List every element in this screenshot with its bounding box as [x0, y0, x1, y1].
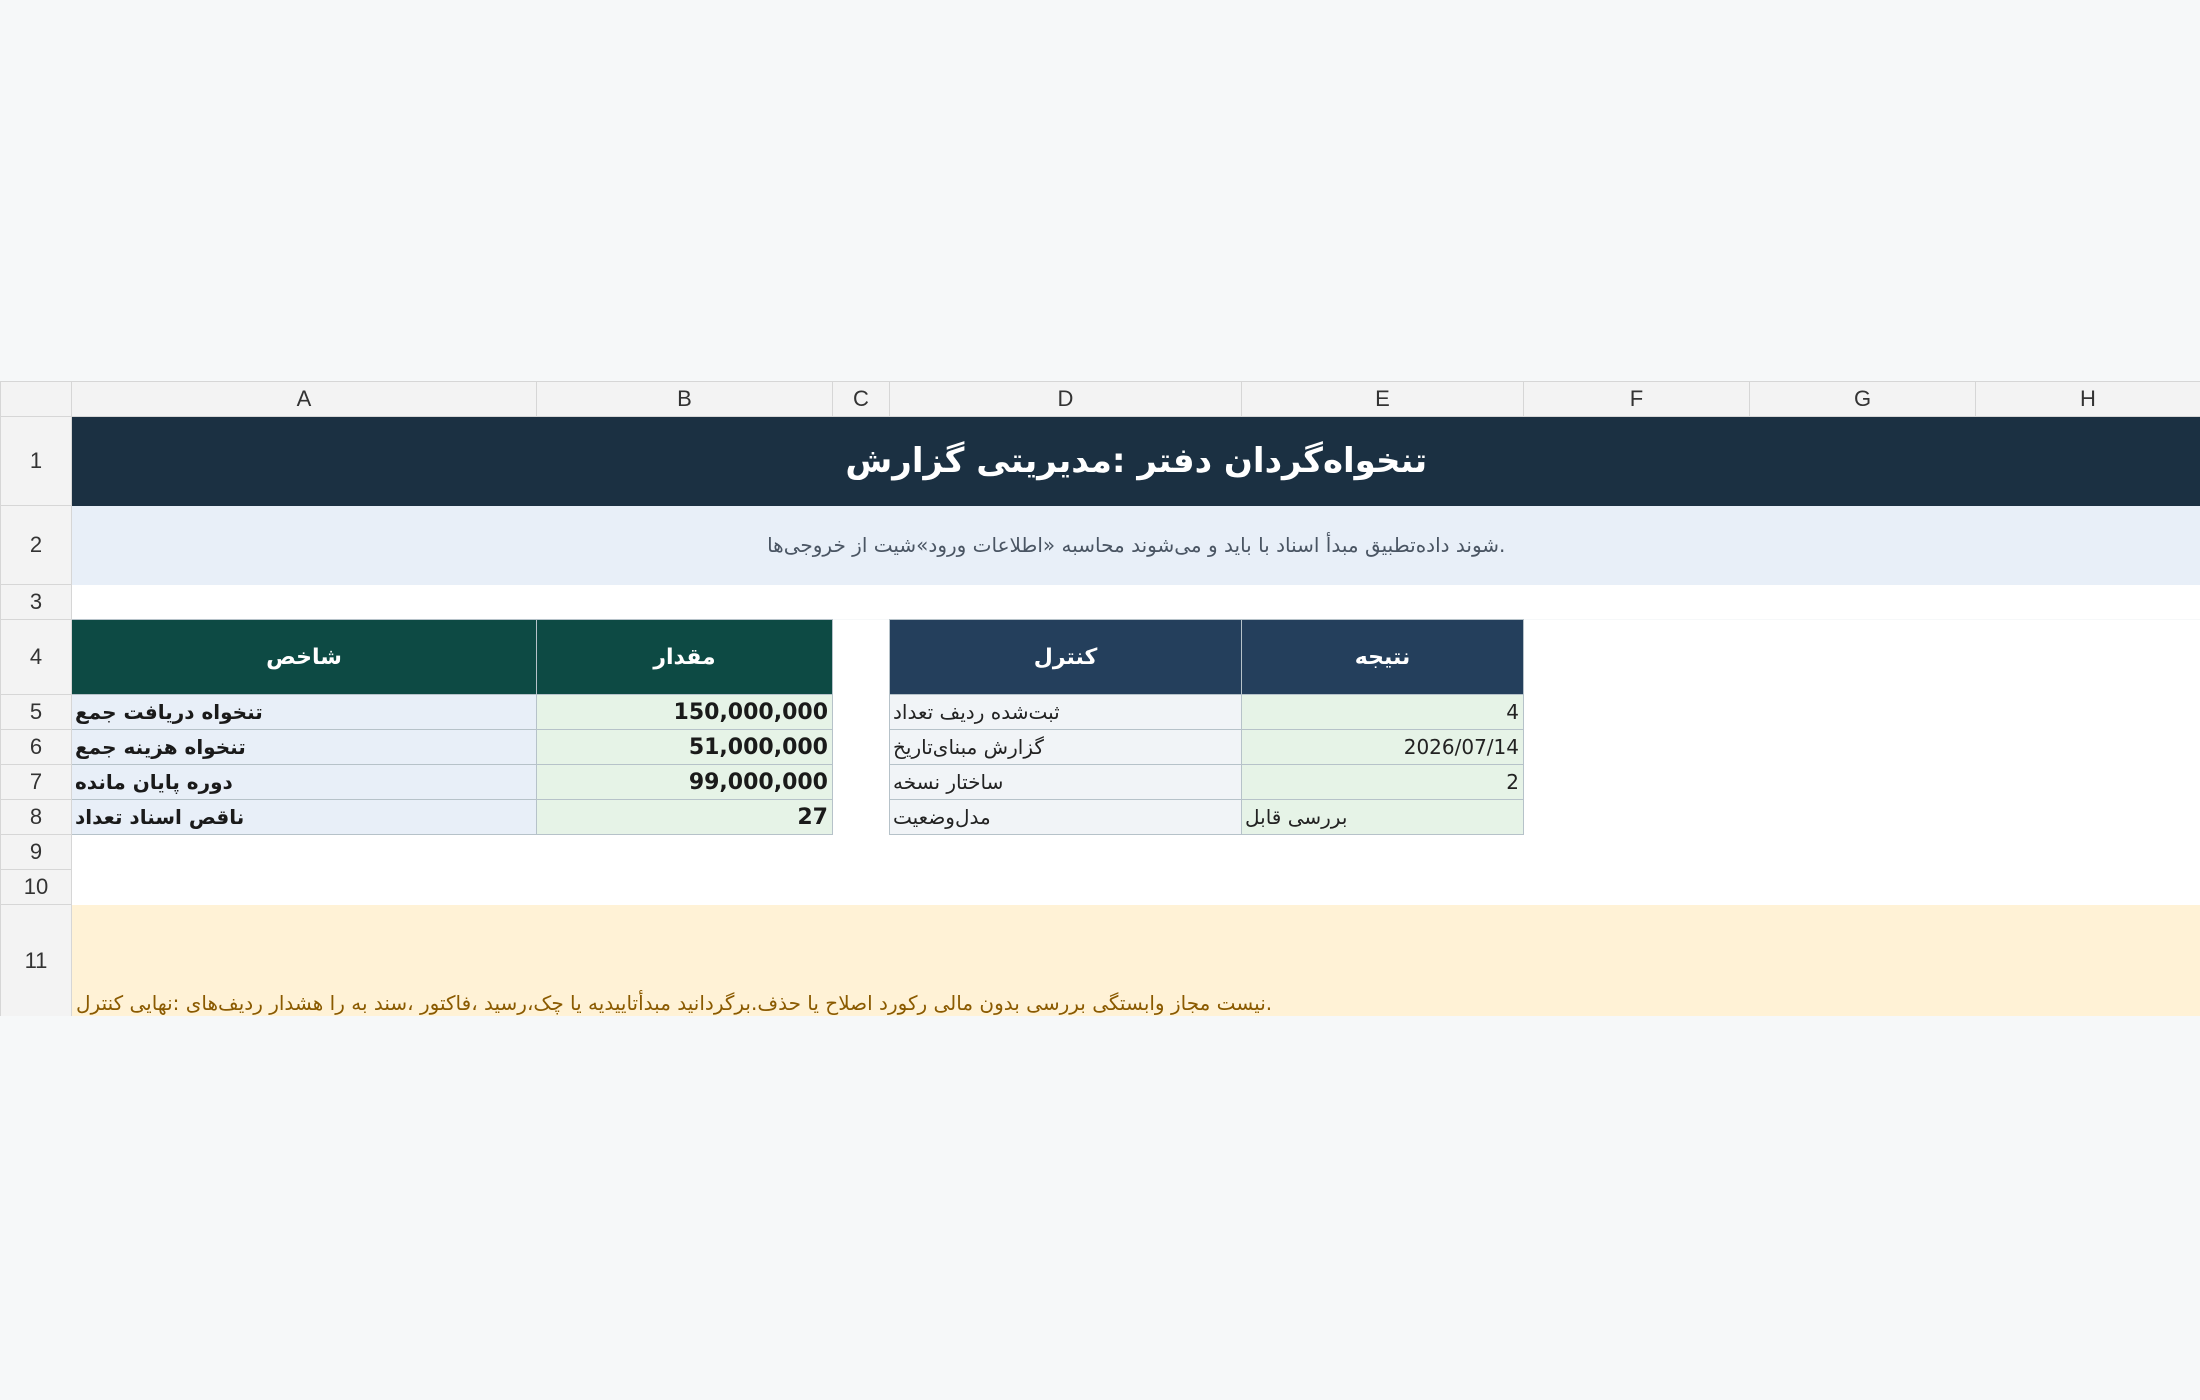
empty-cell[interactable] [72, 870, 2200, 905]
empty-cell[interactable] [1524, 730, 1750, 765]
column-header-a[interactable]: A [72, 382, 537, 417]
column-header-b[interactable]: B [537, 382, 833, 417]
empty-cell[interactable] [72, 585, 2200, 620]
empty-cell[interactable] [1750, 730, 1976, 765]
column-header-d[interactable]: D [890, 382, 1242, 417]
empty-cell[interactable] [833, 800, 890, 835]
sheet-row-9 [1, 835, 2200, 870]
empty-cell[interactable] [1524, 765, 1750, 800]
kpi-header-label[interactable]: شاخص [72, 620, 537, 695]
row-header-3[interactable]: 3 [1, 585, 72, 620]
sheet-row-7 [1, 765, 2200, 800]
column-header-e[interactable]: E [1242, 382, 1524, 417]
empty-cell[interactable] [1750, 765, 1976, 800]
control-label-report-date[interactable]: گزارش مبنای‌تاریخ [890, 730, 1242, 765]
control-label-status[interactable]: مدل‌وضعیت [890, 800, 1242, 835]
sheet-row-11 [1, 905, 2200, 1017]
column-header-g[interactable]: G [1750, 382, 1976, 417]
empty-cell[interactable] [72, 835, 2200, 870]
empty-cell[interactable] [1750, 695, 1976, 730]
sheet-row-6 [1, 730, 2200, 765]
empty-cell[interactable] [1976, 695, 2200, 730]
row-header-6[interactable]: 6 [1, 730, 72, 765]
empty-cell[interactable] [833, 695, 890, 730]
row-header-10[interactable]: 10 [1, 870, 72, 905]
sheet-row-1 [1, 417, 2200, 506]
column-header-c[interactable]: C [833, 382, 890, 417]
empty-cell[interactable] [1524, 800, 1750, 835]
empty-cell[interactable] [1976, 730, 2200, 765]
row-header-11[interactable]: 11 [1, 905, 72, 1017]
control-header-label[interactable]: کنترل [890, 620, 1242, 695]
sheet-row-10 [1, 870, 2200, 905]
empty-cell[interactable] [1976, 800, 2200, 835]
control-label-version[interactable]: ساختار نسخه [890, 765, 1242, 800]
kpi-value-incomplete-docs[interactable]: 27 [537, 800, 833, 835]
row-header-9[interactable]: 9 [1, 835, 72, 870]
control-value-report-date[interactable]: 2026/07/14 [1242, 730, 1524, 765]
kpi-value-total-expense[interactable]: 51,000,000 [537, 730, 833, 765]
empty-cell[interactable] [1750, 800, 1976, 835]
spreadsheet-grid [0, 381, 2200, 1017]
row-header-7[interactable]: 7 [1, 765, 72, 800]
sheet-row-4 [1, 620, 2200, 695]
kpi-label-incomplete-docs[interactable]: ناقص اسناد تعداد [72, 800, 537, 835]
sheet-row-5 [1, 695, 2200, 730]
column-header-h[interactable]: H [1976, 382, 2200, 417]
empty-cell[interactable] [1524, 620, 1750, 695]
kpi-label-ending-balance[interactable]: دوره پایان مانده [72, 765, 537, 800]
control-value-row-count[interactable]: 4 [1242, 695, 1524, 730]
sheet-row-8 [1, 800, 2200, 835]
row-header-1[interactable]: 1 [1, 417, 72, 506]
sheet-row-2 [1, 506, 2200, 585]
kpi-value-total-received[interactable]: 150,000,000 [537, 695, 833, 730]
row-header-4[interactable]: 4 [1, 620, 72, 695]
empty-cell[interactable] [1976, 620, 2200, 695]
column-header-f[interactable]: F [1524, 382, 1750, 417]
select-all-corner[interactable] [1, 382, 72, 417]
control-value-version[interactable]: 2 [1242, 765, 1524, 800]
control-header-value[interactable]: نتیجه [1242, 620, 1524, 695]
kpi-value-ending-balance[interactable]: 99,000,000 [537, 765, 833, 800]
row-header-5[interactable]: 5 [1, 695, 72, 730]
sheet-row-3 [1, 585, 2200, 620]
empty-cell[interactable] [833, 620, 890, 695]
empty-cell[interactable] [1750, 620, 1976, 695]
kpi-label-total-expense[interactable]: تنخواه هزینه جمع [72, 730, 537, 765]
report-note[interactable]: .شوند داده‌تطبیق مبدأ اسناد با باید و می‌شوند محاسبه «اطلاعات ورود»شیت از خروجی‌ها [72, 506, 2200, 585]
final-control-warning[interactable]: .نیست مجاز وابستگی بررسی بدون مالی رکورد اصلاح یا حذف.برگردانید مبدأتاییدیه یا چک،رسید ،فاکتور ،سند به را هشدار ردیف‌های :نهایی کنترل [72, 905, 2200, 1017]
control-value-status[interactable]: بررسی قابل [1242, 800, 1524, 835]
kpi-label-total-received[interactable]: تنخواه دریافت جمع [72, 695, 537, 730]
kpi-header-value[interactable]: مقدار [537, 620, 833, 695]
row-header-2[interactable]: 2 [1, 506, 72, 585]
empty-cell[interactable] [833, 765, 890, 800]
empty-cell[interactable] [1976, 765, 2200, 800]
empty-cell[interactable] [1524, 695, 1750, 730]
empty-cell[interactable] [833, 730, 890, 765]
sheet-empty-area [0, 1016, 2200, 1400]
report-title[interactable]: تنخواه‌گردان دفتر :مدیریتی گزارش [72, 417, 2200, 506]
column-header-row [1, 382, 2200, 417]
control-label-row-count[interactable]: ثبت‌شده ردیف تعداد [890, 695, 1242, 730]
row-header-8[interactable]: 8 [1, 800, 72, 835]
